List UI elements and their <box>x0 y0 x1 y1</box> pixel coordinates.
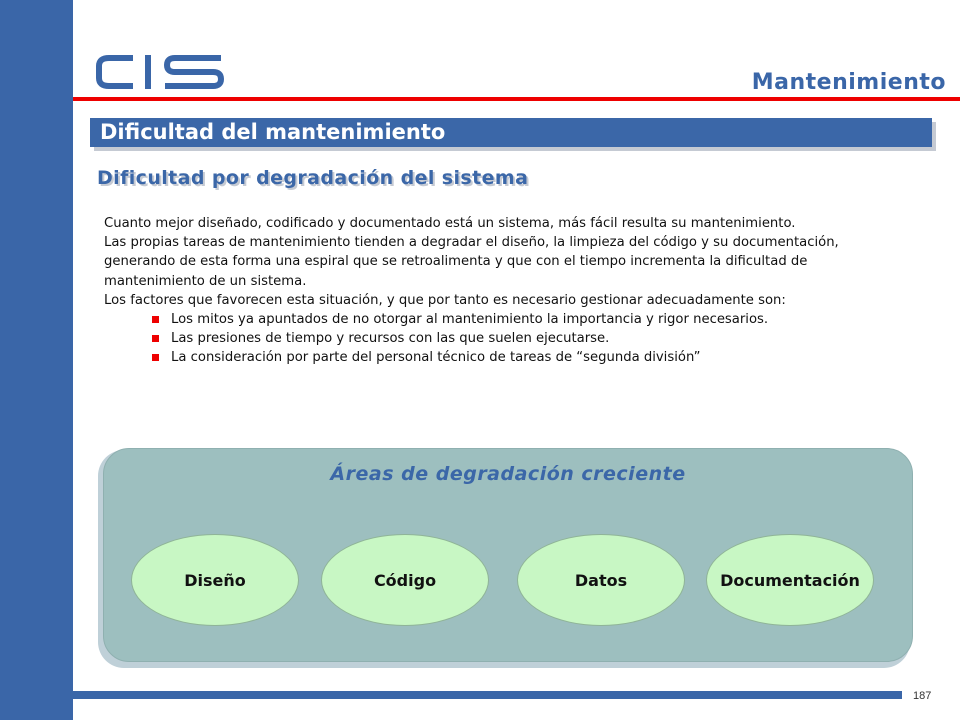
footer-bar <box>73 691 902 699</box>
list-item-text: Las presiones de tiempo y recursos con las que suelen ejecutarse. <box>171 331 610 347</box>
page-number: 187 <box>913 690 932 702</box>
slide-title: Dificultad del mantenimiento <box>90 118 932 147</box>
section-title: Mantenimiento <box>751 70 946 95</box>
bullet-square-icon <box>152 354 159 361</box>
header-divider <box>73 97 960 101</box>
list-item <box>152 348 904 367</box>
list-item <box>152 310 904 329</box>
area-oval-datos: Datos <box>517 534 685 626</box>
area-oval-diseno: Diseño <box>131 534 299 626</box>
paragraph: Las propias tareas de mantenimiento tienden a degradar el diseño, la limpieza del código y su documentación, generando de esta forma una espiral que se retroalimenta y que con el tiempo incrementa la dificultad de mantenimiento de un sistema. <box>104 235 839 289</box>
bullet-square-icon <box>152 335 159 342</box>
factor-list <box>104 310 904 368</box>
slide-subtitle: Dificultad por degradación del sistema <box>97 167 529 189</box>
body-text <box>104 214 904 368</box>
cis-logo <box>95 52 225 92</box>
panel-title: Áreas de degradación creciente <box>330 463 686 485</box>
list-item <box>152 329 904 348</box>
area-oval-documentacion: Documentación <box>706 534 874 626</box>
list-item-text: Los mitos ya apuntados de no otorgar al mantenimiento la importancia y rigor necesarios. <box>171 312 769 328</box>
left-accent-bar <box>0 0 73 720</box>
paragraph: Cuanto mejor diseñado, codificado y documentado está un sistema, más fácil resulta su mantenimiento. <box>104 216 796 231</box>
area-oval-codigo: Código <box>321 534 489 626</box>
list-item-text: La consideración por parte del personal técnico de tareas de “segunda división” <box>171 350 701 366</box>
bullet-square-icon <box>152 316 159 323</box>
paragraph: Los factores que favorecen esta situación, y que por tanto es necesario gestionar adecuadamente son: <box>104 292 786 308</box>
